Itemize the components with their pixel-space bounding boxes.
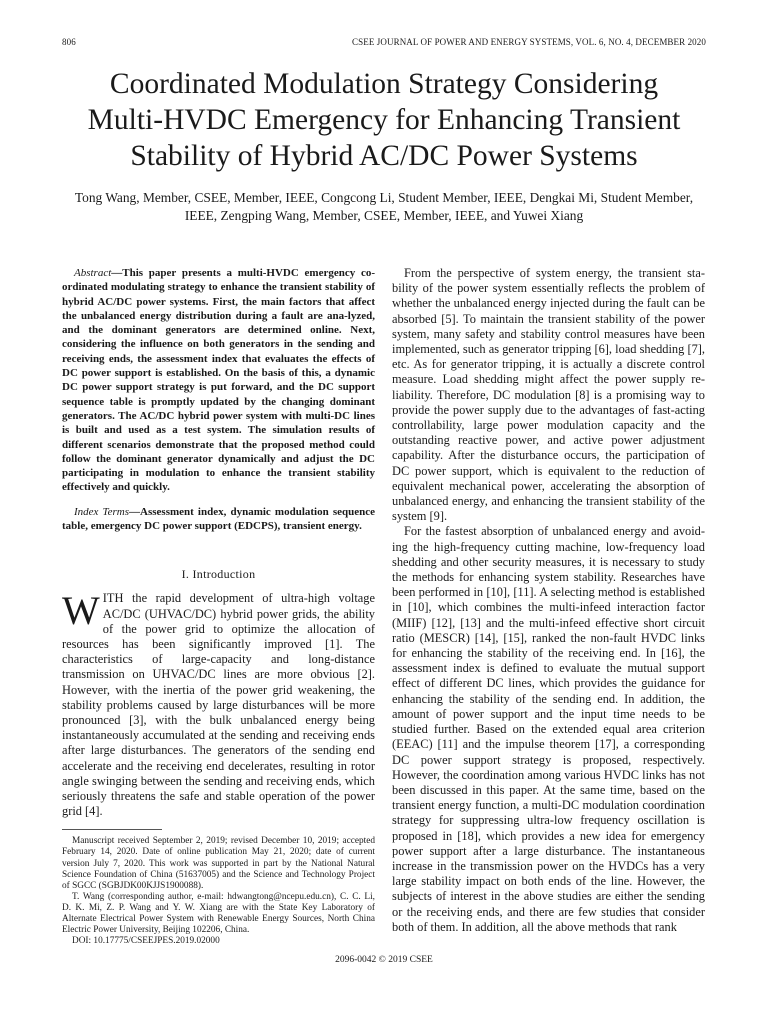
left-column xyxy=(62,266,375,947)
paper-title xyxy=(62,66,706,174)
dropcap-letter: W xyxy=(62,588,100,634)
index-terms-label: Index Terms xyxy=(74,505,130,518)
index-terms xyxy=(62,505,375,534)
author-line: IEEE, Zengping Wang, Member, CSEE, Member, IEEE, and Yuwei Xiang xyxy=(184,208,584,223)
page-number: 806 xyxy=(62,37,76,47)
index-terms-text: —Assessment index, dynamic modulation sequence table, emergency DC power support (EDCPS), transient energy. xyxy=(62,505,375,533)
abstract-text: —This paper presents a multi-HVDC emergency co-ordinated modulating strategy to enhance the transient stability of hybrid AC/DC power systems. First, the main factors that affect the unbalanced energy distribution during a fault are ana-lyzed, and the dominant generators are determined online. Next, considering the influence on both generators in the sending and receiving ends, the assessment index that evaluates the effects of DC power support is established. On the basis of this, a dynamic DC power support strategy is put forward, and the DC support sequence table is promptly updated by the changing dominant generators. The AC/DC hybrid power system with multi-DC lines is built and used as a test system. The simulation results of different scenarios demonstrate that the proposed method could follow the dominant generator dynamically and adjust the DC participating in modulation to enhance the transient stability effectively and quickly. xyxy=(62,267,375,494)
intro-text: ITH the rapid development of ultra-high voltage AC/DC (UHVAC/DC) hybrid power grids, the ability of the power grid to optimize the allocation of resources has been significantly improved [1]. The characteristics of large-capacity and long-distance transmission on UHVAC/DC lines are more obvious [2]. However, with the inertia of the power grid weakening, the stability problems caused by large disturbances will be more pronounced [3], with the bulk unbalanced energy being instantaneously accumulated at the sending and receiving ends after large disturbances. The generators of the sending end accelerate and the receiving end decelerates, resulting in rotor angle swinging between the sending and receiving ends, which seriously threatens the safe and stable operation of the power grid [4]. xyxy=(62,591,375,819)
footnote-affiliation: T. Wang (corresponding author, e-mail: hdwangtong@ncepu.edu.cn), C. C. Li, D. K. Mi, Z. P. Wang and Y. W. Xiang are with the State Key Laboratory of Alternate Electrical Power System with Renewable Energy Sources, North China Electric Power University, Beijing 102206, China. xyxy=(62,891,375,936)
body-paragraph: From the perspective of system energy, the transient sta-bility of the power system essentially reflects the problem of whether the unbalanced energy injected during the fault can be absorbed [5]. To maintain the transient stability of the power system, many safety and stability control measures have been implemented, such as generator tripping [6], load shedding [7], etc. As for generator tripping, it is actually a discrete control measure. Load shedding might affect the power supply re-liability. Therefore, DC modulation [8] is a promising way to provide the power supply due to the advantages of fast-acting controllability, large power modulation capacity and the outstanding reactive power, and active power adjustment capability. After the disturbance occurs, the participation of DC power support, which is equivalent to the reduction of equivalent mechanical power, accelerating the absorption of unbalanced energy, and enhancing the transient stability of the system [9]. xyxy=(392,266,705,524)
journal-name: CSEE JOURNAL OF POWER AND ENERGY SYSTEMS, VOL. 6, NO. 4, DECEMBER 2020 xyxy=(352,37,706,47)
body-paragraph: For the fastest absorption of unbalanced energy and avoid-ing the high-frequency cutting machine, low-frequency load shedding and other security measures, it is necessary to study the methods for enhancing system stability. Researches have been performed in [10], [11]. A selecting method is established in [10], which combines the multi-infeed interaction factor (MIIF) [12], [13] and the multi-infeed effective short circuit ratio (MESCR) [14], [15], ranked the non-fault HVDC links for enhancing the stability of the receiving end. In [16], the assessment index is defined to evaluate the mutual support effect of different DC lines, which provides the guidance for enhancing the stability of the sending end. In addition, the amount of power support and the input time needs to be studied further. Based on the extended equal area criterion (EEAC) [11] and the impulse theorem [17], a corresponding DC power support strategy is proposed, respectively. However, the coordination among various HVDC links has not been discussed in this paper. At the same time, based on the transient energy function, a multi-DC modulation coordination strategy for suppressing ultra-low frequency oscillation is proposed in [18], which provides a new idea for emergency power support after a large disturbance. The instantaneous increase in the transmission power on the HVDCs has a very large stability impact on both ends of the line. However, the subjects of interest in the above studies are either the sending or the receiving ends, and there are few studies that consider both of them. In addition, all the above methods that rank xyxy=(392,524,705,934)
running-head xyxy=(62,37,706,51)
author-list xyxy=(62,189,706,225)
title-line: Stability of Hybrid AC/DC Power Systems xyxy=(130,140,638,172)
section-heading: I. Introduction xyxy=(181,567,256,582)
title-line: Multi-HVDC Emergency for Enhancing Transient xyxy=(87,104,681,136)
title-line: Coordinated Modulation Strategy Considering xyxy=(109,68,659,100)
footnote-divider xyxy=(62,829,162,830)
right-column xyxy=(392,266,705,935)
author-line: Tong Wang, Member, CSEE, Member, IEEE, Congcong Li, Student Member, IEEE, Dengkai Mi, Student Member, xyxy=(74,190,694,205)
intro-paragraph xyxy=(62,588,375,819)
footnotes xyxy=(62,836,375,947)
footnote-manuscript: Manuscript received September 2, 2019; revised December 10, 2019; accepted February 14, 2020. Date of online publication May 21, 2020; date of current version July 7, 2020. This work was supported in part by the National Natural Science Foundation of China (51637005) and the Science and Technology Project of SGCC (SGBJDK00KJJS1900088). xyxy=(62,836,375,891)
footnote-doi: DOI: 10.17775/CSEEJPES.2019.02000 xyxy=(72,936,220,947)
abstract xyxy=(62,266,375,495)
issn-footer: 2096-0042 © 2019 CSEE xyxy=(335,955,433,965)
abstract-label: Abstract xyxy=(74,267,112,279)
